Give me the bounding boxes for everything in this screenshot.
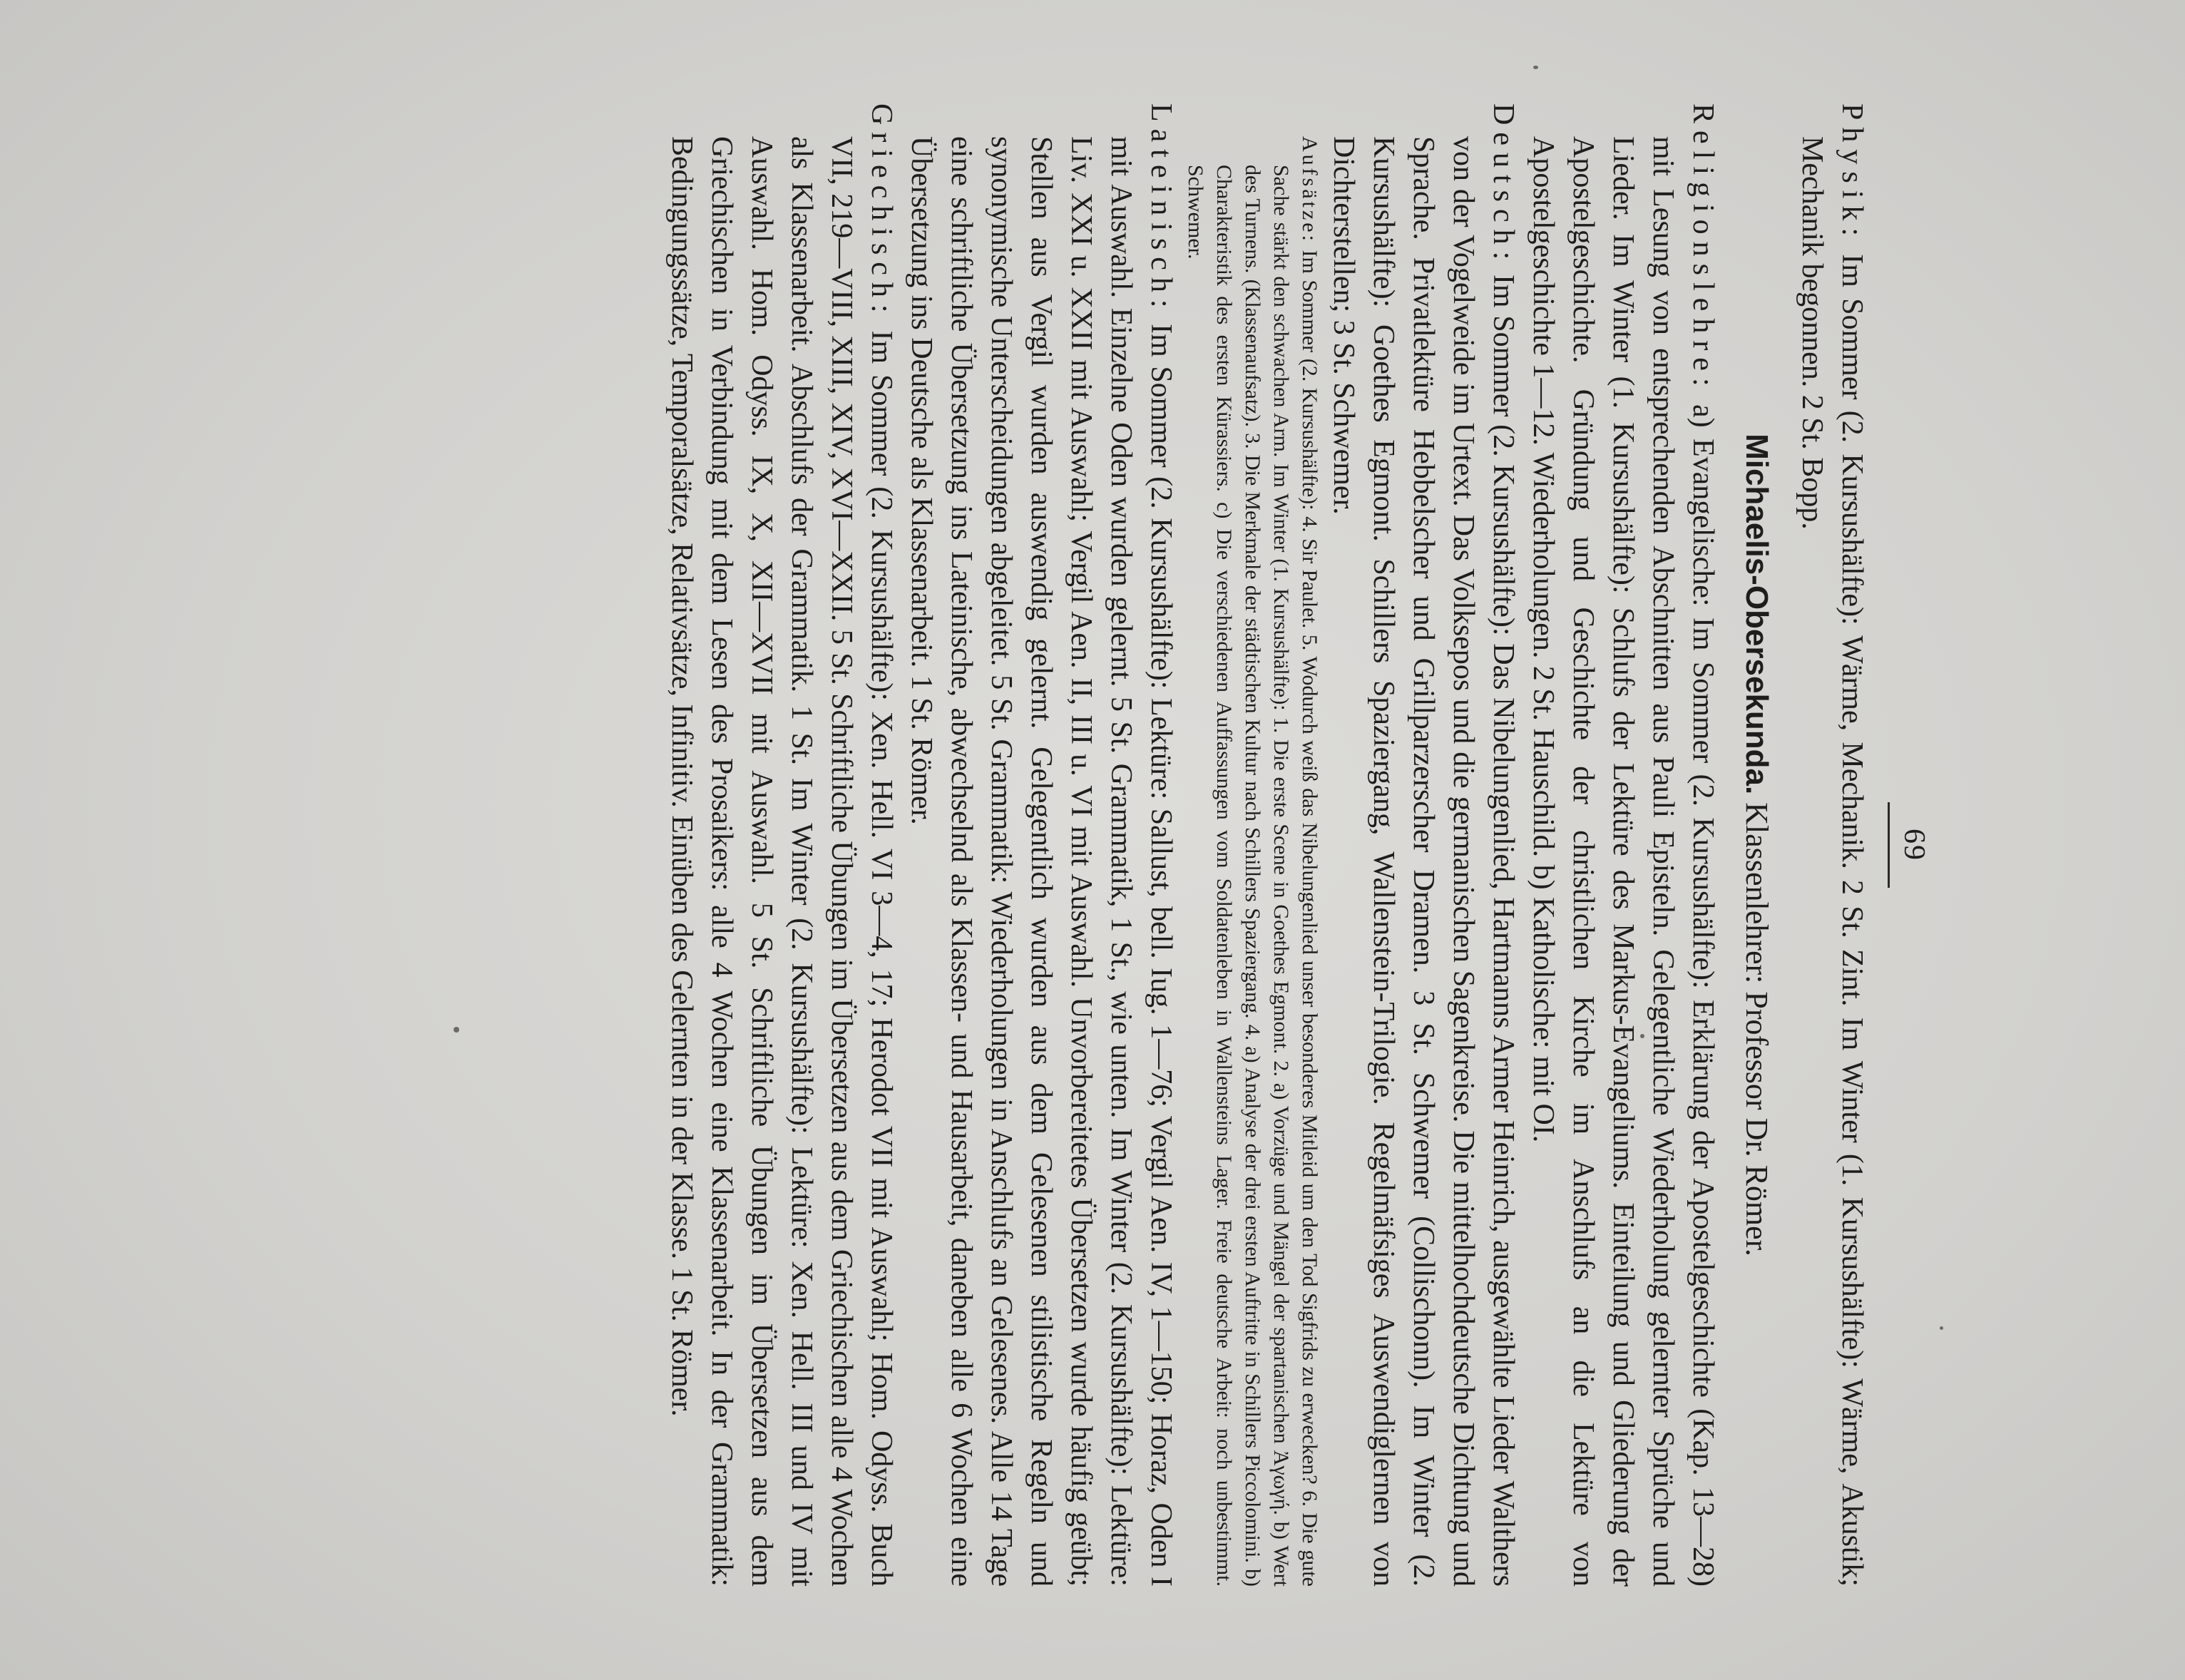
aufsaetze-paragraph	[1181, 103, 1324, 1587]
subject-label: Deutsch:	[1487, 103, 1520, 267]
paragraph-text: Im Sommer (2. Kursushälfte): Xen. Hell. VI 3—4, 17; Herodot VII mit Auswahl; Hom. Odyss. Buch VII, 219—VIII, XIII, XIV, XVI—XXII. 5 St. Schriftliche Übungen im Übersetzen aus dem Griechischen alle 4 Wochen als Klassenarbeit. Abschlufs der Grammatik. 1 St. Im Winter (2. Kursushälfte): Lektüre: Xen. Hell. III und IV mit Auswahl. Hom. Odyss. IX, X, XII—XVII mit Auswahl. 5 St. Schriftliche Übungen im Übersetzen aus dem Griechischen in Verbindung mit dem Lesen des Prosaikers: alle 4 Wochen eine Klassenarbeit. In der Grammatik: Bedingungssätze, Temporalsätze, Relativsätze, Infinitiv. Einüben des Gelernten in der Klasse. 1 St. Römer.	[665, 136, 898, 1587]
paragraph-text: Im Sommer (2. Kursushälfte): Das Nibelungenlied, Hartmanns Armer Heinrich, ausgewählte Lieder Walthers von der Vogelweide im Urtext. Das Volksepos und die germanischen Sagenkreise. Die mittelhochdeutsche Dichtung und Sprache. Privatlektüre Hebbelscher und Grillparzerscher Dramen. 3 St. Schwemer (Collischonn). Im Winter (2. Kursushälfte): Goethes Egmont. Schillers Spaziergang, Wallenstein-Trilogie. Regelmäfsiges Auswendiglernen von Dichterstellen; 3 St. Schwemer.	[1327, 136, 1520, 1587]
subject-label: Griechisch:	[865, 103, 898, 320]
paragraph-text: Im Sommer (2. Kursushälfte): Lektüre: Sallust, bell. Iug. 1—76; Vergil Aen. IV, 1—150; Horaz, Oden I mit Auswahl. Einzelne Oden wurden gelernt. 5 St. Grammatik, 1 St., wie unten. Im Winter (2. Kursushälfte): Lektüre: Liv. XXI u. XXII mit Auswahl; Vergil Aen. II, III u. VI mit Auswahl. Unvorbereitetes Übersetzen wurde häufig geübt; Stellen aus Vergil wurden auswendig gelernt. Gelegentlich wurden aus dem Gelesenen stilistische Regeln und synonymische Unterscheidungen abgeleitet. 5 St. Grammatik: Wiederholungen in Anschlufs an Gelesenes. Alle 14 Tage eine schriftliche Übersetzung ins Lateinische, abwechselnd als Klassen- und Hausarbeit, daneben alle 6 Wochen eine Übersetzung ins Deutsche als Klassenarbeit. 1 St. Römer.	[905, 136, 1177, 1587]
aufsaetze-text: Im Sommer (2. Kursushälfte): 4. Sir Paulet. 5. Wodurch weiß das Nibelungenlied unser besonderes Mitleid um den Tod Sigfrids zu erwecken? 6. Die gute Sache stärkt den schwachen Arm. Im Winter (1. Kursushälfte): 1. Die erste Scene in Goethes Egmont. 2. a) Vorzüge und Mängel der spartanischen Ἀγωγή. b) Wert des Turnens. (Klassenaufsatz). 3. Die Merkmale der städtischen Kultur nach Schillers Spaziergang. 4. a) Analyse der drei ersten Auftritte in Schillers Piccolomini. b) Charakteristik des ersten Kürassiers. c) Die verschiedenen Auffassungen vom Soldatenleben in Wallensteins Lager. Freie deutsche Arbeit: noch unbestimmt. Schwemer.	[1184, 165, 1321, 1587]
scan-speck	[1940, 1326, 1943, 1330]
griechisch-paragraph	[662, 103, 901, 1587]
rotated-text-block	[241, 103, 1931, 1587]
deutsch-paragraph	[1324, 103, 1523, 1587]
physik-paragraph	[1792, 103, 1872, 1587]
religion-paragraph	[1523, 103, 1723, 1587]
subject-label: Physik:	[1836, 103, 1868, 244]
page-number-rule	[1888, 802, 1890, 888]
page-number: 69	[1898, 829, 1930, 861]
section-subtitle: Klassenlehrer: Professor Dr. Römer.	[1739, 802, 1774, 1256]
section-title: Michaelis-Obersekunda.	[1739, 434, 1774, 795]
subject-label: Lateinisch:	[1145, 103, 1177, 315]
paragraph-text: a) Evangelische: Im Sommer (2. Kursushälfte): Erklärung der Apostelgeschichte (Kap. 13—28) mit Lesung von entsprechenden Abschnitten aus Pauli Episteln. Gelegentliche Wiederholung gelernter Sprüche und Lieder. Im Winter (1. Kursushälfte): Schlufs der Lektüre des Markus-Evangeliums. Einteilung und Gliederung der Apostelgeschichte. Gründung und Geschichte der christlichen Kirche im Anschlufs an die Lektüre von Apostelgeschichte 1—12. Wiederholungen. 2 St. Hauschild. b) Katholische: mit OI.	[1527, 136, 1719, 1587]
paragraph-text: Im Sommer (2. Kursushälfte): Wärme, Mechanik. 2 St. Zint. Im Winter (1. Kursushälfte): Wärme, Akustik; Mechanik begonnen. 2 St. Bopp.	[1796, 136, 1868, 1587]
aufsaetze-label: Aufsätze:	[1298, 136, 1321, 244]
latein-paragraph	[901, 103, 1181, 1587]
subject-label: Religionslehre:	[1687, 103, 1719, 394]
section-heading	[1739, 103, 1775, 1587]
scan-speck	[1533, 66, 1538, 69]
